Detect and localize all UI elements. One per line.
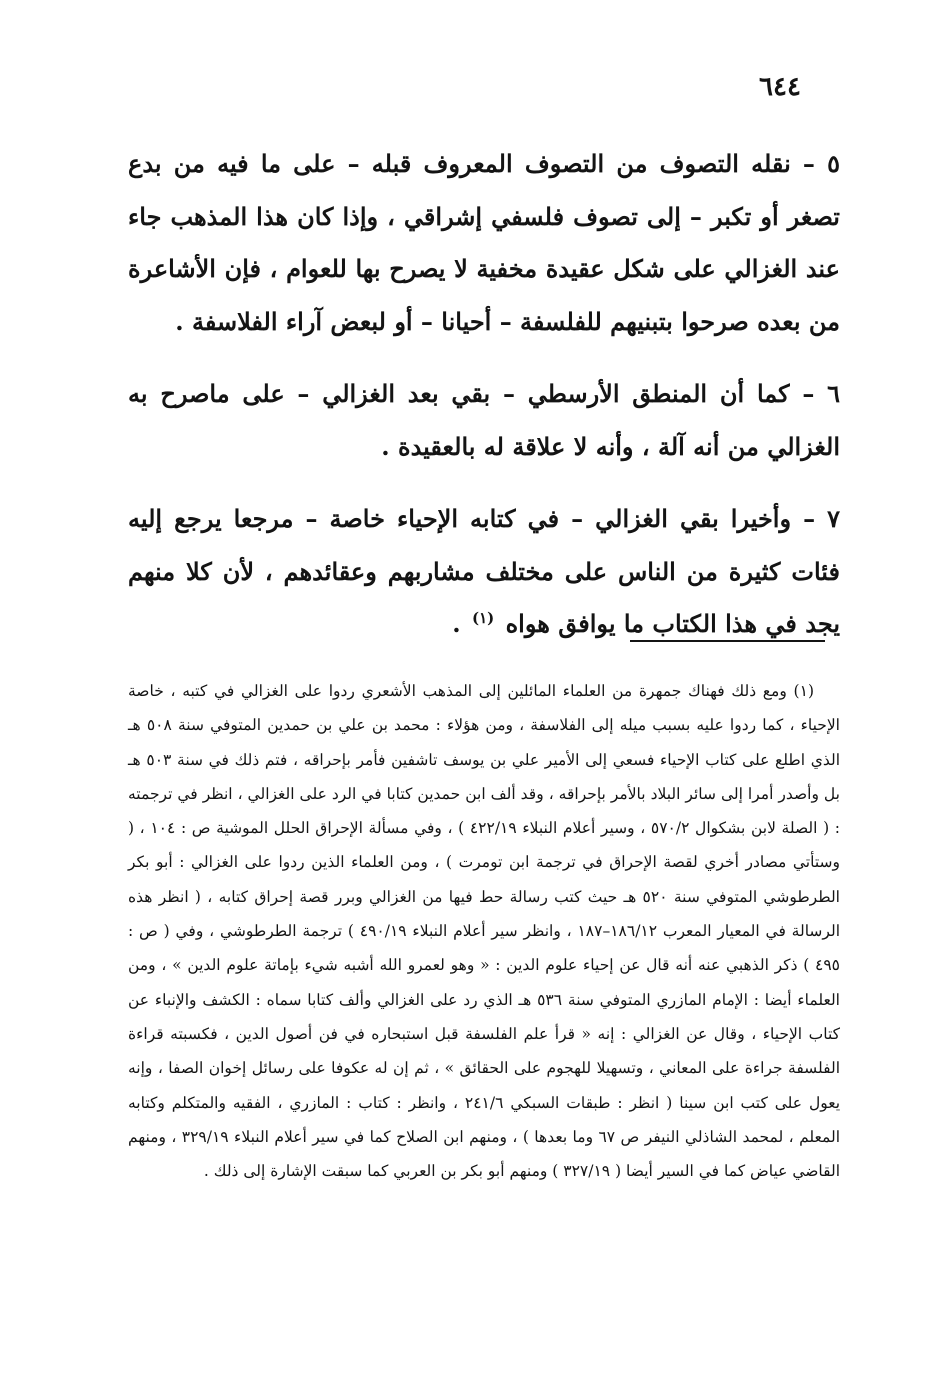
paragraph-7-end: . xyxy=(452,609,461,638)
paragraph-7 xyxy=(128,493,840,651)
paragraph-5: ٥ – نقله التصوف من التصوف المعروف قبله – على ما فيه من بدع تصغر أو تكبر – إلى تصوف فلسفي إشراقي ، وإذا كان هذا المذهب جاء عند الغزالي على شكل عقيدة مخفية لا يصرح بها للعوام ، فإن الأشاعرة من بعده صرحوا بتبنيهم للفلسفة – أحيانا – أو لبعض آراء الفلاسفة . xyxy=(128,149,840,336)
main-text xyxy=(128,138,840,671)
footnote-1: (١) ومع ذلك فهناك جمهرة من العلماء المائلين إلى المذهب الأشعري ردوا على الغزالي في كتبه ، خاصة الإحياء ، كما ردوا عليه بسبب ميله إلى الفلاسفة ، ومن هؤلاء : محمد بن علي بن حمدين المتوفي سنة ٥٠٨ هـ الذي اطلع على كتاب الإحياء فسعي إلى الأمير علي بن يوسف تاشفين فأمر بإحراقه ، فتم ذلك في سنة ٥٠٣ هـ بل وأصدر أمرا إلى سائر البلاد بالأمر بإحراقه ، وقد ألف ابن حمدين كتابا في الرد على الغزالي ، انظر في ترجمته : ( الصلة لابن بشكوال ٥٧٠/٢ ، وسير أعلام النبلاء ٤٢٢/١٩ ) ، وفي مسألة الإحراق الحلل الموشية ص : ١٠٤ ، ( وستأتي مصادر أخري لقصة الإحراق في ترجمة ابن تومرت ) ، ومن العلماء الذين ردوا على الغزالي : أبو بكر الطرطوشي المتوفي سنة ٥٢٠ هـ حيث كتب رسالة حط فيها من الغزالي وبرر قصة إحراق كتابه ، ( انظر هذه الرسالة في المعيار المعرب ١٨٦/١٢–١٨٧ ، وانظر سير أعلام النبلاء ٤٩٠/١٩ ) ترجمة الطرطوشي ، وفي ( ص : ٤٩٥ ) ذكر الذهبي عنه أنه قال عن إحياء علوم الدين : « وهو لعمرو الله أشبه شيء بإماتة علوم الدين » ، ومن العلماء أيضا : الإمام المازري المتوفي سنة ٥٣٦ هـ الذي رد على الغزالي وألف كتابا سماه : الكشف والإنباء عن كتاب الإحياء ، وقال عن الغزالي : إنه « قرأ علم الفلسفة قبل استبحاره في فن أصول الدين ، فكسبته قراءة الفلسفة جراءة على المعاني ، وتسهيلا للهجوم على الحقائق » ، ثم إن له عكوفا على رسائل إخوان الصفا ، وإنه يعول على كتب ابن سينا ( انظر : طبقات السبكي ٢٤١/٦ ، وانظر : كتاب : المازري ، الفقيه والمتكلم وكتابه المعلم ، لمحمد الشاذلي النيفر ص ٦٧ وما بعدها ) ، ومنهم ابن الصلاح كما في سير أعلام النبلاء ٣٢٩/١٩ ، ومنهم القاضي عياض كما في السير أيضا ( ٣٢٧/١٩ ) ومنهم أبو بكر بن العربي كما سبقت الإشارة إلى ذلك . xyxy=(128,682,841,1181)
page-number: ٦٤٤ xyxy=(759,72,801,102)
paragraph-7-text: ٧ – وأخيرا بقي الغزالي – في كتابه الإحياء خاصة – مرجعا يرجع إليه فئات كثيرة من الناس على مختلف مشاربهم وعقائدهم ، لأن كلا منهم يجد في هذا الكتاب ما يوافق هواه xyxy=(128,504,840,638)
footnote-separator xyxy=(630,640,825,642)
paragraph-6: ٦ – كما أن المنطق الأرسطي – بقي بعد الغزالي – على ماصرح به الغزالي من أنه آلة ، وأنه لا علاقة له بالعقيدة . xyxy=(128,379,840,461)
footnotes xyxy=(128,674,840,1188)
footnote-reference: (١) xyxy=(471,609,495,627)
